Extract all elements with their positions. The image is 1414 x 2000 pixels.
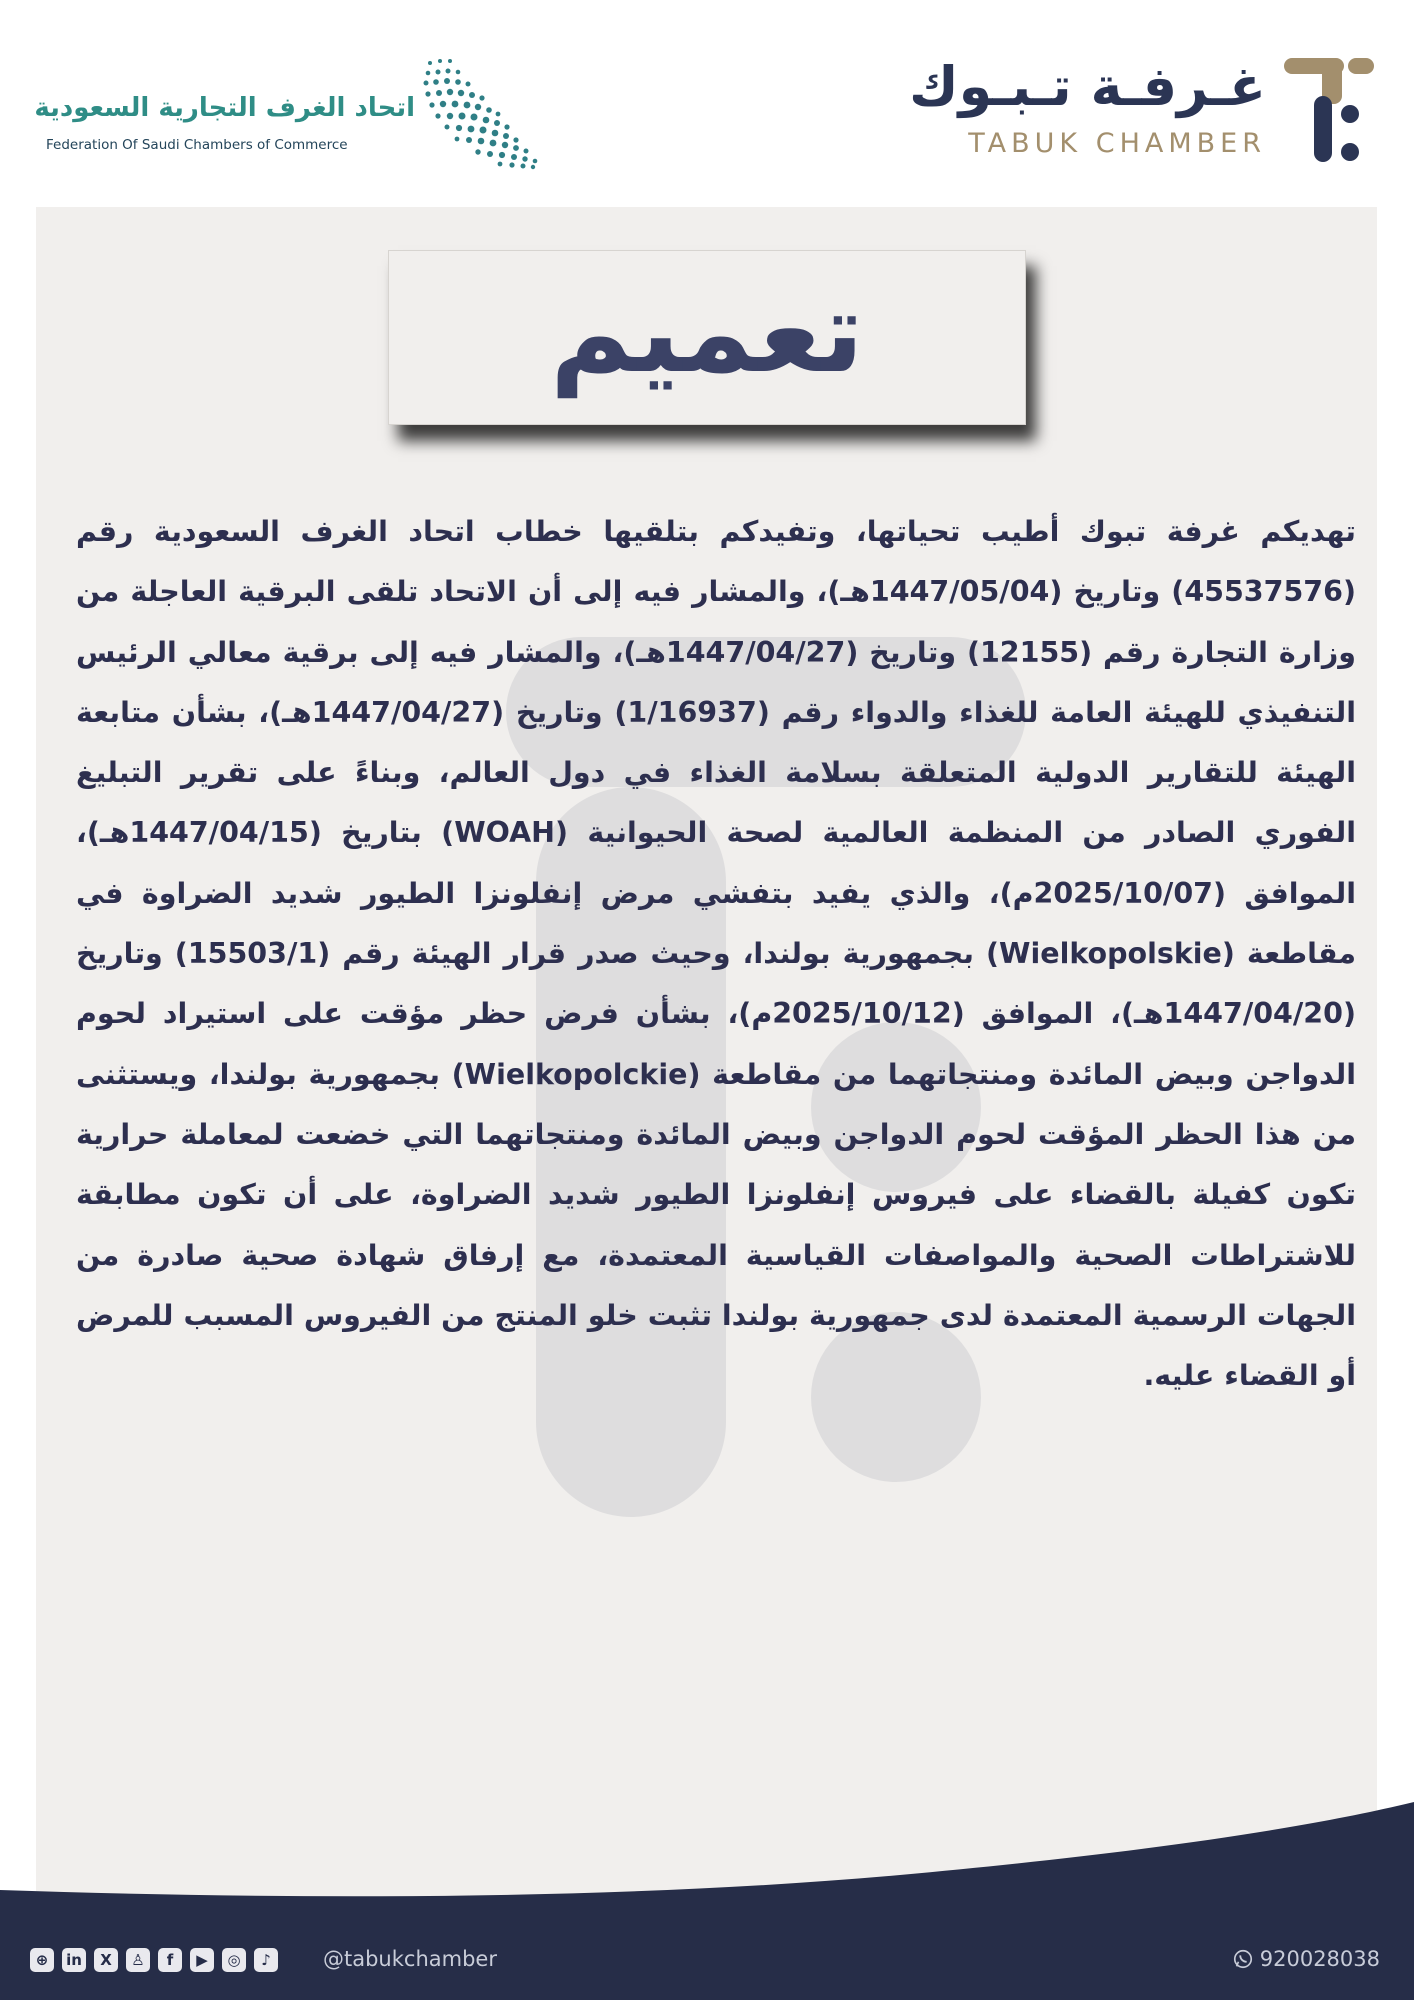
tiktok-icon[interactable]: ♪	[254, 1948, 278, 1972]
x-icon[interactable]: X	[94, 1948, 118, 1972]
tabuk-chamber-mark-icon	[1274, 56, 1374, 166]
globe-icon[interactable]: ⊕	[30, 1948, 54, 1972]
whatsapp-icon	[1232, 1948, 1254, 1970]
tabuk-chamber-arabic-name: غـرفـة تـبـوك	[909, 55, 1266, 118]
federation-english-name: Federation Of Saudi Chambers of Commerce	[46, 137, 348, 153]
federation-dots-icon	[420, 55, 545, 170]
tabuk-chamber-logo	[909, 50, 1374, 170]
social-handle[interactable]: @tabukchamber	[323, 1947, 497, 1971]
social-links	[30, 1948, 278, 1972]
phone-number: 920028038	[1259, 1947, 1380, 1971]
title-box	[388, 250, 1026, 425]
phone-contact[interactable]	[1232, 1947, 1380, 1971]
document-title: تعميم	[550, 267, 864, 398]
snapchat-icon[interactable]: ♙	[126, 1948, 150, 1972]
federation-arabic-name: اتحاد الغرف التجارية السعودية	[34, 93, 415, 123]
letterhead	[0, 0, 1414, 200]
tabuk-chamber-english-name: TABUK CHAMBER	[968, 128, 1266, 159]
federation-logo	[34, 55, 550, 175]
facebook-icon[interactable]: f	[158, 1948, 182, 1972]
linkedin-icon[interactable]: in	[62, 1948, 86, 1972]
footer-bar	[0, 1940, 1414, 2000]
circular-body-text: تهديكم غرفة تبوك أطيب تحياتها، وتفيدكم بتلقيها خطاب اتحاد الغرف السعودية رقم (45537576) وتاريخ (1447/05/04هـ)، والمشار فيه إلى أن الاتحاد تلقى البرقية العاجلة من وزارة التجارة رقم (12155) وتاريخ (1447/04/27هـ)، والمشار فيه إلى برقية معالي الرئيس التنفيذي للهيئة العامة للغذاء والدواء رقم (1/16937) وتاريخ (1447/04/27هـ)، بشأن متابعة الهيئة للتقارير الدولية المتعلقة بسلامة الغذاء في دول العالم، وبناءً على تقرير التبليغ الفوري الصادر من المنظمة العالمية لصحة الحيوانية (WOAH) بتاريخ (1447/04/15هـ)، الموافق (2025/10/07م)، والذي يفيد بتفشي مرض إنفلونزا الطيور شديد الضراوة في مقاطعة (Wielkopolskie) بجمهورية بولندا، وحيث صدر قرار الهيئة رقم (15503/1) وتاريخ (1447/04/20هـ)، الموافق (2025/10/12م)، بشأن فرض حظر مؤقت على استيراد لحوم الدواجن وبيض المائدة ومنتجاتهما من مقاطعة (Wielkopolckie) بجمهورية بولندا، ويستثنى من هذا الحظر المؤقت لحوم الدواجن وبيض المائدة ومنتجاتهما التي خضعت لمعاملة حرارية تكون كفيلة بالقضاء على فيروس إنفلونزا الطيور شديد الضراوة، على أن تكون مطابقة للاشتراطات الصحية والمواصفات القياسية المعتمدة، مع إرفاق شهادة صحية صادرة من الجهات الرسمية المعتمدة لدى جمهورية بولندا تثبت خلو المنتج من الفيروس المسبب للمرض أو القضاء عليه.	[76, 515, 1357, 1393]
content-panel	[36, 207, 1377, 1987]
instagram-icon[interactable]: ◎	[222, 1948, 246, 1972]
youtube-icon[interactable]: ▶	[190, 1948, 214, 1972]
